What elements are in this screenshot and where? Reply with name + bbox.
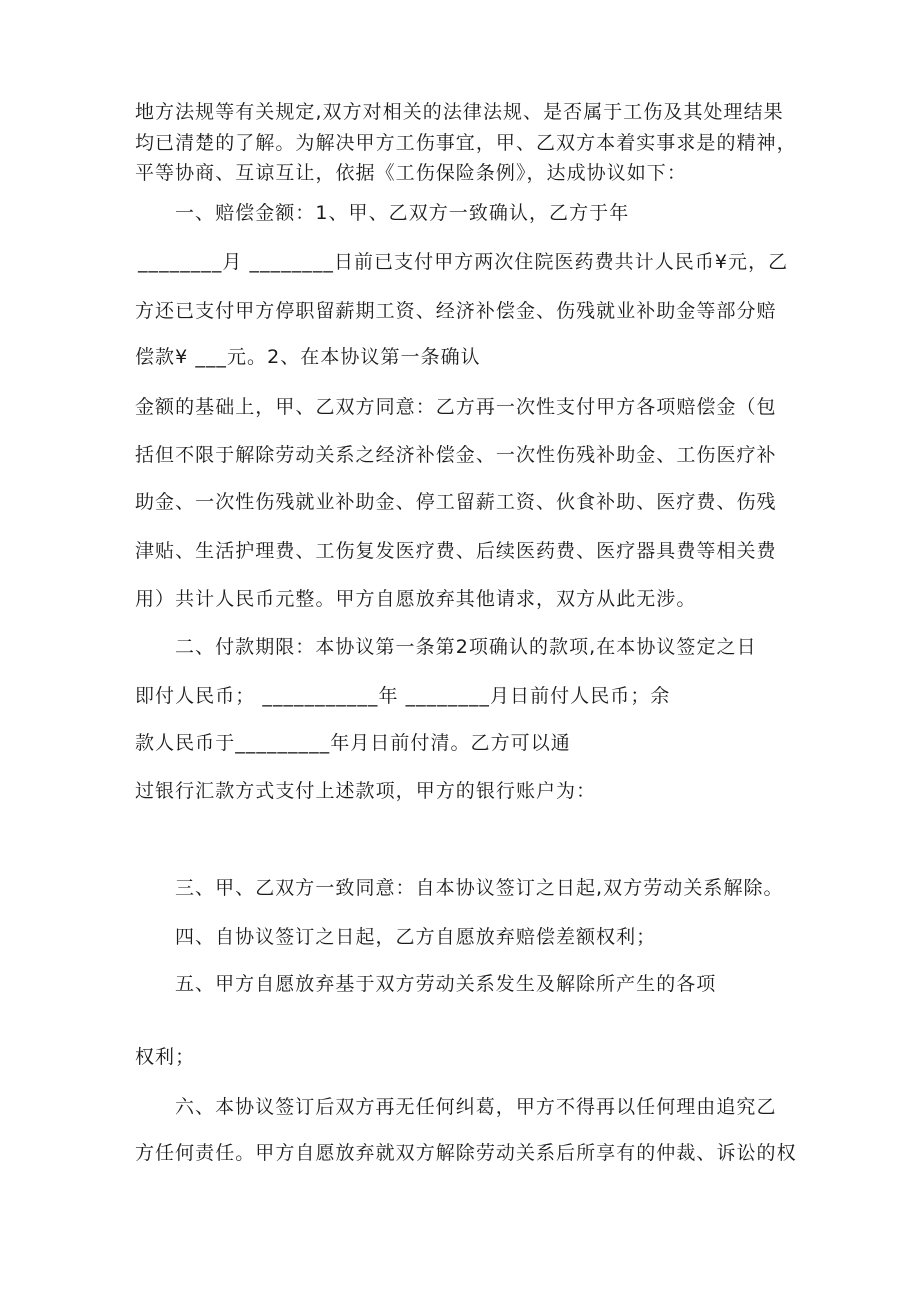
text-line: 方还已支付甲方停职留薪期工资、经济补偿金、伤残就业补助金等部分赔 <box>135 300 777 322</box>
text-line: 金额的基础上，甲、乙双方同意：乙方再一次性支付甲方各项赔偿金（包 <box>135 396 777 418</box>
text-line: 括但不限于解除劳动关系之经济补偿金、一次性伤残补助金、工伤医疗补 <box>135 444 777 466</box>
text-line: 一、赔偿金额：1、甲、乙双方一致确认，乙方于年 <box>175 202 630 224</box>
text-line: 三、甲、乙双方一致同意：自本协议签订之日起,双方劳动关系解除。 <box>175 877 784 899</box>
text-line: 地方法规等有关规定,双方对相关的法律法规、是否属于工伤及其处理结果 <box>135 101 784 123</box>
text-line: 六、本协议签订后双方再无任何纠葛，甲方不得再以任何理由追究乙 <box>175 1096 777 1118</box>
text-line: 即付人民币； ___________年 ________月日前付人民币；余 <box>135 685 671 707</box>
text-line: 津贴、生活护理费、工伤复发医疗费、后续医药费、医疗器具费等相关费 <box>135 540 777 562</box>
text-line: 过银行汇款方式支付上述款项，甲方的银行账户为： <box>135 780 597 802</box>
text-line: 偿款¥ ___元。2、在本协议第一条确认 <box>135 346 481 368</box>
text-line: 方任何责任。甲方自愿放弃就双方解除劳动关系后所享有的仲裁、诉讼的权 <box>135 1142 797 1164</box>
text-line: 平等协商、互谅互让，依据《工伤保险条例》，达成协议如下： <box>135 162 687 184</box>
text-line: 二、付款期限：本协议第一条第2项确认的款项,在本协议签定之日 <box>175 636 757 658</box>
text-line: ________月 ________日前已支付甲方两次住院医药费共计人民币¥元，乙 <box>138 251 789 273</box>
text-line: 五、甲方自愿放弃基于双方劳动关系发生及解除所产生的各项 <box>175 973 717 995</box>
text-line: 均已清楚的了解。为解决甲方工伤事宜，甲、乙双方本着实事求是的精神， <box>135 132 797 154</box>
text-line: 权利； <box>135 1046 196 1068</box>
text-line: 款人民币于_________年月日前付清。乙方可以通 <box>135 732 571 754</box>
text-line: 用）共计人民币元整。甲方自愿放弃其他请求，双方从此无涉。 <box>135 588 697 610</box>
text-line: 四、自协议签订之日起，乙方自愿放弃赔偿差额权利； <box>175 926 657 948</box>
text-line: 助金、一次性伤残就业补助金、停工留薪工资、伙食补助、医疗费、伤残 <box>135 491 777 513</box>
